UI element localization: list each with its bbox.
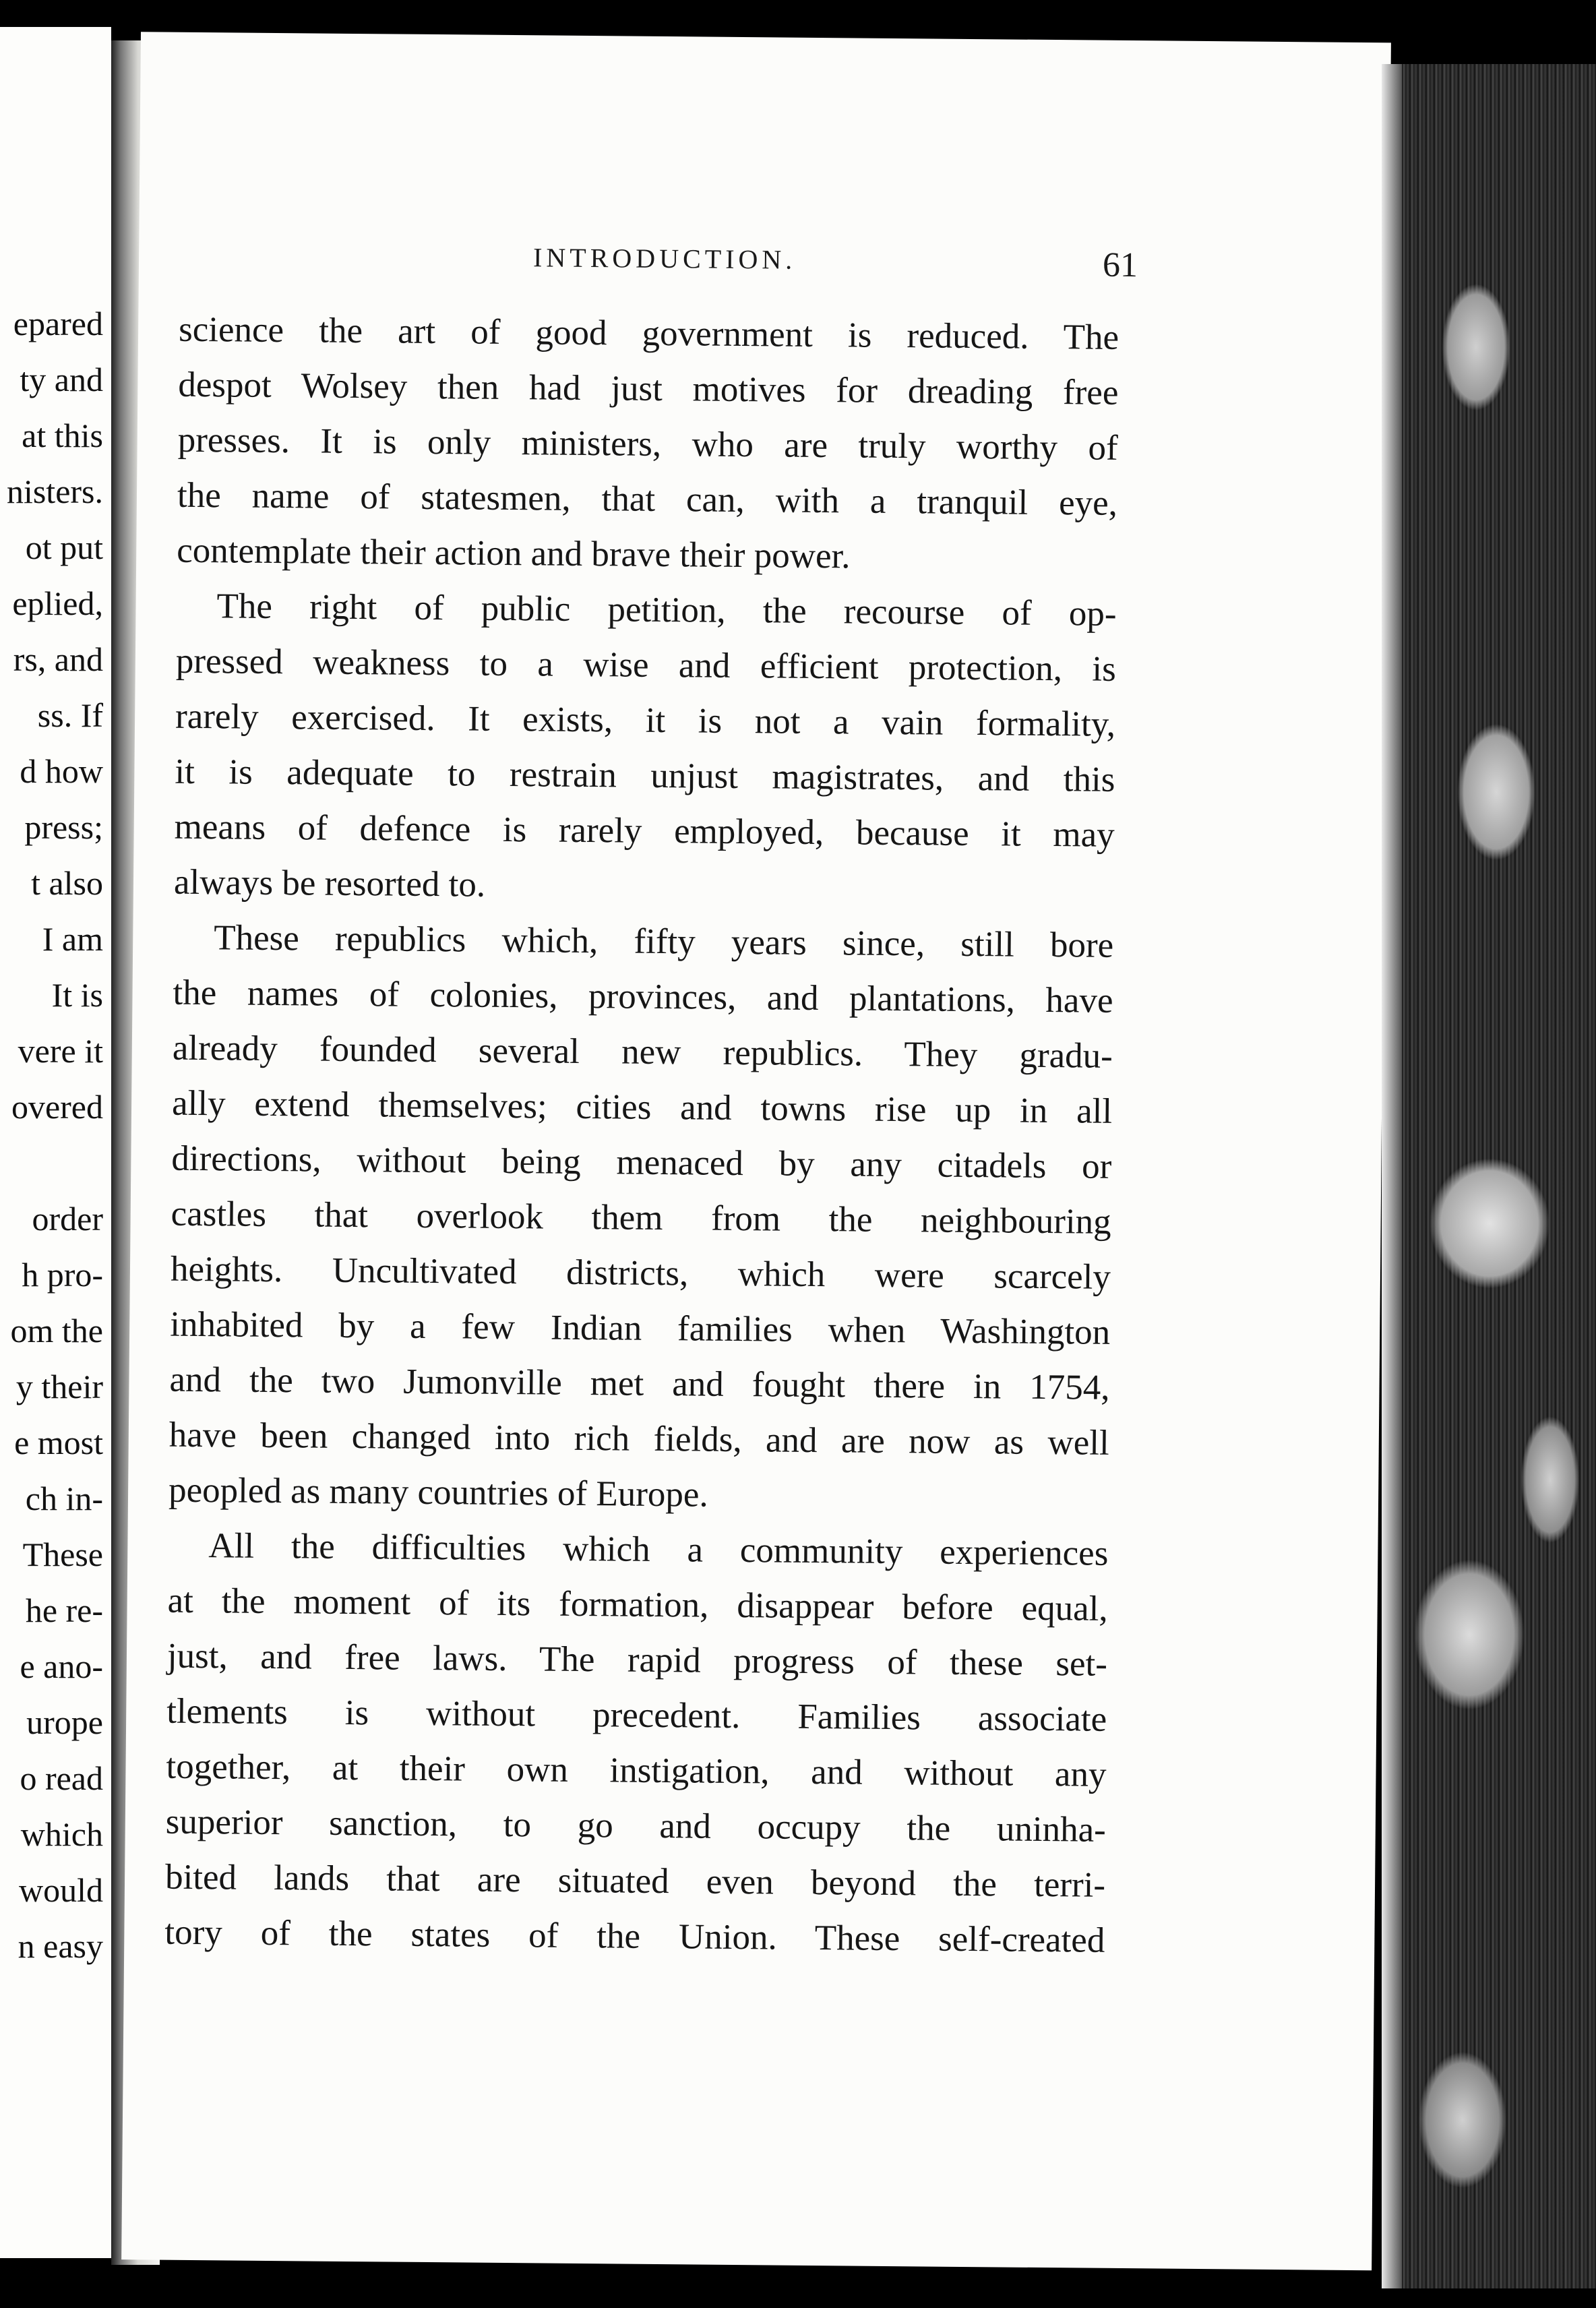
facing-line: It is xyxy=(51,976,103,1014)
facing-line: eplied, xyxy=(12,584,103,622)
text-line: the names of colonies, provinces, and plantations, have xyxy=(173,973,1113,1021)
facing-line: h pro- xyxy=(22,1256,103,1294)
page-number: 61 xyxy=(1102,245,1138,285)
facing-line: would xyxy=(19,1871,103,1909)
page-edge-shadow xyxy=(1382,64,1402,2288)
facing-line: t also xyxy=(31,864,103,902)
text-line: means of defence is rarely employed, because it may xyxy=(174,807,1115,855)
text-line: ally extend themselves; cities and towns rise up in all xyxy=(171,1083,1113,1131)
facing-line: overed xyxy=(11,1088,103,1126)
facing-line: om the xyxy=(10,1312,103,1349)
text-line: peopled as many countries of Europe. xyxy=(168,1470,708,1515)
text-line: have been changed into rich fields, and are now as well xyxy=(168,1415,1110,1463)
text-line: The right of public petition, the recourse of op- xyxy=(216,586,1117,634)
facing-line: rs, and xyxy=(13,640,103,678)
facing-line: urope xyxy=(26,1703,103,1741)
text-line: tlements is without precedent. Families associate xyxy=(166,1691,1107,1739)
facing-line: vere it xyxy=(18,1032,103,1070)
facing-line: ot put xyxy=(25,528,103,566)
text-line: and the two Jumonville met and fought there in 1754, xyxy=(169,1360,1110,1407)
marbled-page-edge xyxy=(1382,64,1596,2288)
text-line: together, at their own instigation, and without any xyxy=(166,1747,1107,1794)
facing-line: I am xyxy=(42,920,103,958)
text-line: science the art of good government is reduced. The xyxy=(178,309,1119,357)
facing-line: d how xyxy=(20,752,103,790)
text-line: the name of statesmen, that can, with a tranquil eye, xyxy=(177,475,1118,523)
text-line: bited lands that are situated even beyond the terri- xyxy=(164,1857,1106,1905)
facing-page xyxy=(0,27,111,2258)
text-line: it is adequate to restrain unjust magistrates, and this xyxy=(175,752,1115,799)
facing-line: press; xyxy=(24,808,103,846)
text-line: pressed weakness to a wise and efficient protection, is xyxy=(175,641,1117,689)
text-line: at the moment of its formation, disappear before equal, xyxy=(167,1581,1108,1629)
facing-line: nisters. xyxy=(6,473,103,510)
text-line: heights. Uncultivated districts, which were scarcely xyxy=(170,1249,1111,1297)
facing-line: at this xyxy=(22,417,103,454)
text-line: All the difficulties which a community experiences xyxy=(208,1526,1109,1573)
text-line: tory of the states of the Union. These self-created xyxy=(164,1912,1105,1960)
text-line: just, and free laws. The rapid progress of these set- xyxy=(166,1636,1108,1684)
text-line: despot Wolsey then had just motives for dreading free xyxy=(178,365,1119,413)
running-head: INTRODUCTION. xyxy=(532,242,797,275)
facing-line: ss. If xyxy=(37,696,103,734)
text-line: rarely exercised. It exists, it is not a vain formality, xyxy=(175,696,1116,744)
text-line: presses. It is only ministers, who are truly worthy of xyxy=(177,420,1118,468)
facing-line: e most xyxy=(14,1424,103,1461)
text-line: These republics which, fifty years since, still bore xyxy=(214,918,1114,965)
text-line: always be resorted to. xyxy=(173,862,486,905)
text-line: inhabited by a few Indian families when Washington xyxy=(170,1304,1111,1352)
facing-line: epared xyxy=(13,305,103,342)
facing-line: n easy xyxy=(18,1927,103,1965)
facing-line: he re- xyxy=(25,1591,103,1629)
facing-line: e ano- xyxy=(20,1647,103,1685)
facing-line: y their xyxy=(16,1368,103,1405)
text-line: castles that overlook them from the neighbouring xyxy=(171,1194,1111,1242)
facing-line: which xyxy=(20,1815,103,1853)
facing-line: o read xyxy=(20,1759,103,1797)
facing-line: ch in- xyxy=(25,1480,103,1517)
book-page xyxy=(121,32,1391,2270)
text-line: superior sanction, to go and occupy the uninha- xyxy=(165,1802,1107,1850)
text-line: contemplate their action and brave their power. xyxy=(177,530,851,576)
text-line: already founded several new republics. They gradu- xyxy=(172,1028,1113,1076)
facing-line: ty and xyxy=(20,361,103,398)
facing-line: These xyxy=(22,1536,103,1573)
text-line: directions, without being menaced by any citadels or xyxy=(171,1138,1112,1186)
facing-line: order xyxy=(32,1200,103,1238)
